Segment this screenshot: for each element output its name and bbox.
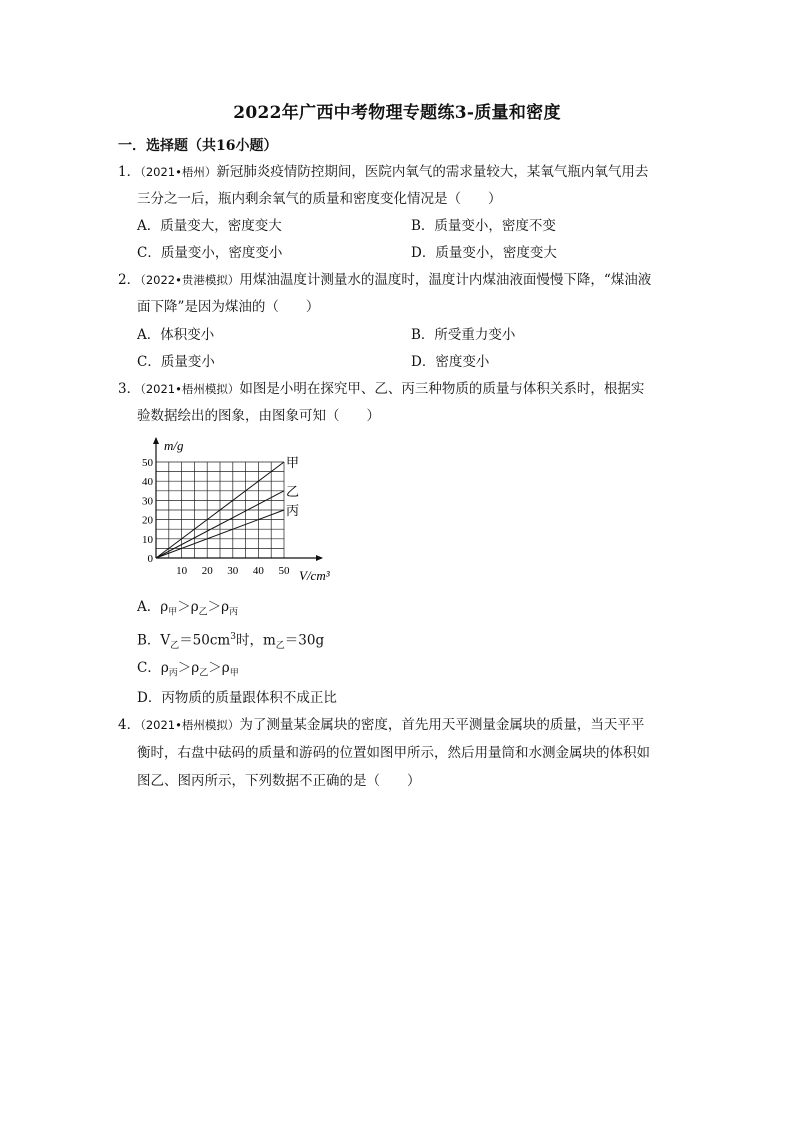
y-axis-label: m/g — [164, 438, 184, 453]
q3-b-sub2: 乙 — [275, 641, 285, 652]
q3-b-end: ＝30g — [284, 632, 325, 649]
q4-line3: 图乙、图丙所示，下列数据不正确的是（ ） — [137, 773, 421, 789]
y-tick-label: 50 — [142, 457, 153, 469]
x-tick-label: 10 — [176, 565, 188, 577]
q1-option-b[interactable]: B．质量变小，密度不变 — [411, 218, 556, 234]
q1-source: （2021•梧州） — [140, 165, 217, 179]
q3-c-text: C．ρ — [137, 660, 169, 676]
q3-a-text: A．ρ — [137, 599, 169, 615]
q1-line2: 三分之一后，瓶内剩余氧气的质量和密度变化情况是（ ） — [137, 191, 502, 207]
chart-labels — [142, 438, 331, 583]
q3-b-text: B．V — [137, 632, 171, 649]
q2-line2: 面下降”是因为煤油的（ ） — [137, 299, 320, 315]
x-tick-label: 50 — [278, 565, 290, 577]
mass-volume-chart — [128, 432, 348, 592]
q2-option-d[interactable]: D．密度变小 — [411, 354, 490, 370]
q1-option-a[interactable]: A．质量变大，密度变大 — [137, 218, 282, 234]
q3-a-mid2: ＞ρ — [207, 599, 230, 615]
origin-label: 0 — [147, 553, 153, 565]
q3-a-sub2: 乙 — [198, 607, 208, 618]
q3-a-mid1: ＞ρ — [177, 599, 199, 615]
x-tick-label: 30 — [227, 565, 239, 577]
y-tick-label: 20 — [142, 514, 153, 527]
q2-option-b[interactable]: B．所受重力变小 — [411, 327, 516, 343]
q3-option-b[interactable] — [137, 628, 324, 655]
q3-b-mid: ＝50cm — [179, 632, 231, 649]
q2-text-1: 用煤油温度计测量水的温度时，温度计内煤油液面慢慢下降，“煤油液 — [239, 272, 652, 288]
q3-option-c[interactable] — [137, 659, 239, 683]
q3-a-sub3: 丙 — [229, 607, 239, 618]
q3-option-a[interactable] — [137, 598, 238, 622]
q1-option-d[interactable]: D．质量变小，密度变大 — [411, 245, 557, 261]
q4-number: 4． — [118, 717, 141, 733]
q3-b-mid2: 时，m — [235, 632, 276, 649]
q2-source: （2022•贵港模拟） — [140, 273, 240, 287]
series-label-1: 甲 — [286, 455, 300, 470]
q3-c-sub3: 甲 — [229, 668, 239, 679]
q3-a-sub1: 甲 — [168, 607, 178, 618]
document-title: 2022年广西中考物理专题练3-质量和密度 — [233, 103, 561, 123]
q1-line1 — [118, 163, 648, 181]
q2-number: 2． — [118, 272, 141, 288]
q4-text-1: 为了测量某金属块的密度，首先用天平测量金属块的质量，当天平平 — [239, 717, 645, 733]
x-tick-label: 20 — [201, 565, 213, 577]
q2-option-c[interactable]: C．质量变小 — [137, 354, 215, 370]
q3-source: （2021•梧州模拟） — [140, 382, 240, 396]
q3-line2: 验数据绘出的图象，由图象可知（ ） — [137, 408, 380, 424]
q3-number: 3． — [118, 381, 141, 397]
section-heading: 一．选择题（共16小题） — [118, 138, 278, 154]
q3-option-d[interactable]: D．丙物质的质量跟体积不成正比 — [137, 690, 337, 706]
q3-c-sub2: 乙 — [199, 668, 209, 679]
q1-text-1: 新冠肺炎疫情防控期间，医院内氧气的需求量较大，某氧气瓶内氧气用去 — [216, 164, 649, 180]
q2-option-a[interactable]: A．体积变小 — [137, 327, 215, 343]
chart-svg — [128, 432, 348, 588]
q1-option-c[interactable]: C．质量变小，密度变小 — [137, 245, 283, 261]
q4-line1 — [118, 716, 644, 734]
q3-b-sub1: 乙 — [170, 641, 180, 652]
q1-number: 1． — [118, 164, 141, 180]
x-axis-label: V/cm³ — [299, 568, 330, 583]
q3-b-sup: 3 — [230, 632, 236, 642]
q4-source: （2021•梧州模拟） — [140, 718, 240, 732]
q3-c-sub1: 丙 — [168, 668, 178, 679]
series-label-3: 丙 — [286, 503, 300, 518]
y-tick-label: 40 — [142, 476, 153, 489]
series-label-2: 乙 — [286, 483, 300, 499]
q3-text-1: 如图是小明在探究甲、乙、丙三种物质的质量与体积关系时，根据实 — [239, 381, 645, 397]
q3-line1 — [118, 380, 644, 398]
x-tick-label: 40 — [252, 565, 264, 577]
q3-c-mid2: ＞ρ — [208, 660, 230, 676]
q3-c-mid1: ＞ρ — [177, 660, 200, 676]
y-tick-label: 30 — [142, 495, 153, 508]
q2-line1 — [118, 271, 651, 289]
q4-line2: 衡时，右盘中砝码的质量和游码的位置如图甲所示，然后用量筒和水测金属块的体积如 — [137, 745, 650, 761]
y-tick-label: 10 — [142, 533, 153, 546]
